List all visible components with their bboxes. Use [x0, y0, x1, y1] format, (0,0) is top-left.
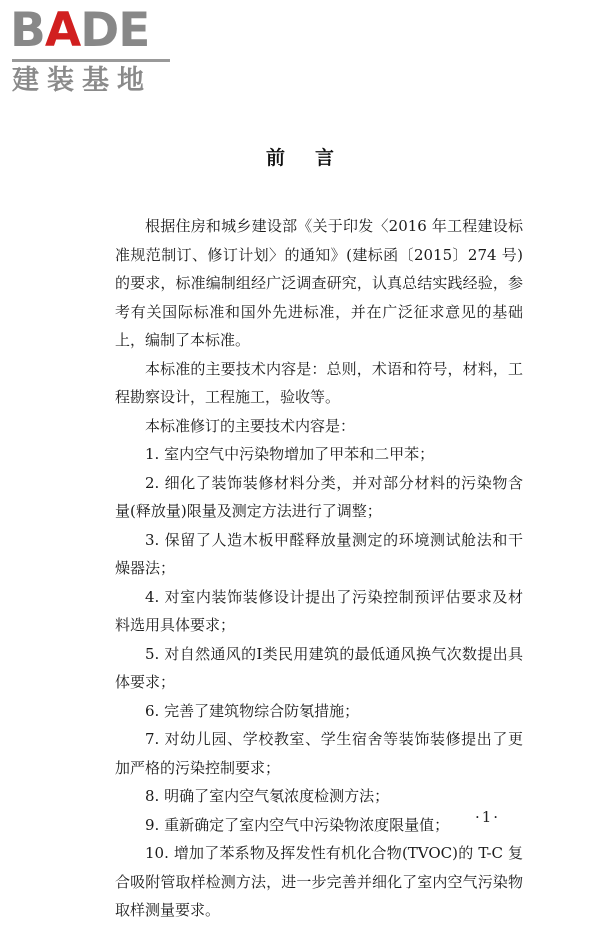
paragraph-basis: 根据住房和城乡建设部《关于印发〈2016 年工程建设标准规范制订、修订计划〉的通知》(建标函〔2015〕274 号)的要求，标准编制组经广泛调查研究，认真总结实践经验，参考有关国际标准和国外先进标准，并在广泛征求意见的基础上，编制了本标准。	[115, 217, 523, 349]
list-item: 2. 细化了装饰装修材料分类，并对部分材料的污染物含量(释放量)限量及测定方法进行了调整；	[115, 473, 523, 520]
logo-letters-de: DE	[80, 3, 150, 58]
list-item: 7. 对幼儿园、学校教室、学生宿舍等装饰装修提出了更加严格的污染控制要求；	[115, 730, 523, 777]
list-item: 9. 重新确定了室内空气中污染物浓度限量值；	[145, 815, 450, 834]
list-item: 4. 对室内装饰装修设计提出了污染控制预评估要求及材料选用具体要求；	[115, 587, 523, 634]
logo-letter-a: A	[44, 3, 81, 58]
logo-divider	[12, 59, 170, 62]
logo-subtitle: 建装基地	[12, 65, 152, 96]
logo-letter-b: B	[10, 3, 45, 58]
paragraph-revision-intro: 本标准修订的主要技术内容是：	[145, 416, 356, 435]
paragraph-main-content: 本标准的主要技术内容是：总则，术语和符号，材料，工程勘察设计，工程施工，验收等。	[115, 359, 523, 406]
logo-wordmark	[10, 3, 150, 58]
list-item: 6. 完善了建筑物综合防氡措施；	[145, 701, 360, 720]
list-item: 1. 室内空气中污染物增加了甲苯和二甲苯；	[145, 445, 435, 463]
page-title: 前言	[265, 147, 364, 169]
bade-logo	[10, 3, 175, 98]
list-item: 3. 保留了人造木板甲醛释放量测定的环境测试舱法和干燥器法；	[115, 530, 523, 577]
preface-body	[115, 212, 523, 925]
list-item: 8. 明确了室内空气氡浓度检测方法；	[145, 787, 390, 805]
list-item: 10. 增加了苯系物及挥发性有机化合物(TVOC)的 T-C 复合吸附管取样检测方法，进一步完善并细化了室内空气污染物取样测量要求。	[115, 844, 523, 919]
list-item: 5. 对自然通风的Ⅰ类民用建筑的最低通风换气次数提出具体要求；	[115, 644, 523, 691]
page-number: ·1·	[475, 808, 501, 826]
